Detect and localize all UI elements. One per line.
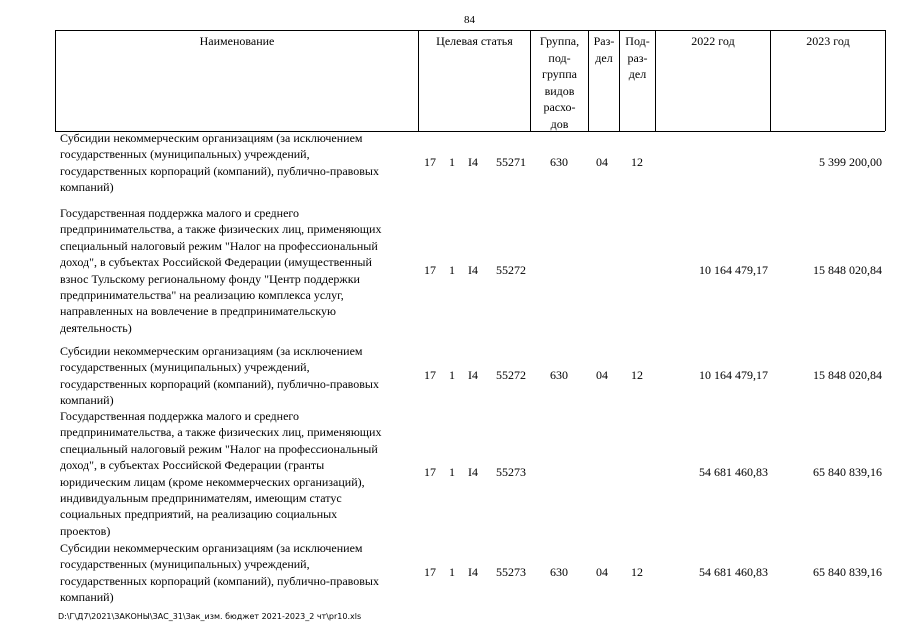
row-subsection: 12: [631, 565, 643, 579]
row-name: Государственная поддержка малого и среднего предпринимательства, а также физических лиц, применяющих специальный налоговый режим "Налог на профессиональный доход", в субъектах Российской Федерации (имущественный взнос Тульскому региональному фонду "Центр поддержки предпринимательства" на реализацию комплекса услуг, направленных на вовлечение в предпринимательскую деятельность): [60, 206, 382, 335]
row-subsection: 12: [631, 368, 643, 382]
row-subprogram: 1: [449, 263, 455, 277]
row-direction: 55273: [496, 565, 526, 579]
header-section: Раз- дел: [593, 34, 615, 65]
row-program: 17: [424, 368, 436, 382]
row-amount-2022: 54 681 460,83: [699, 465, 768, 479]
header-2022: 2022 год: [691, 34, 735, 48]
row-main-event: I4: [468, 465, 478, 479]
header-name: Наименование: [199, 34, 275, 48]
row-program: 17: [424, 465, 436, 479]
row-amount-2023: 15 848 020,84: [813, 263, 882, 277]
row-amount-2023: 65 840 839,16: [813, 465, 882, 479]
row-direction: 55272: [496, 263, 526, 277]
row-name: Государственная поддержка малого и среднего предпринимательства, а также физических лиц, применяющих специальный налоговый режим "Налог на профессиональный доход", в субъектах Российской Федерации (гранты юридическим лицам (кроме некоммерческих организаций), индивидуальным предпринимателям, имеющим статус социальных предприятий, на реализацию социальных проектов): [60, 409, 382, 538]
row-section: 04: [596, 368, 608, 382]
header-group: Группа, под- группа видов расхо- дов: [539, 34, 580, 131]
row-main-event: I4: [468, 565, 478, 579]
row-name: Субсидии некоммерческим организациям (за исключением государственных (муниципальных) учреждений, государственных корпораций (компаний), публично-правовых компаний): [60, 131, 379, 195]
row-amount-2022: 54 681 460,83: [699, 565, 768, 579]
row-subprogram: 1: [449, 368, 455, 382]
row-section: 04: [596, 155, 608, 169]
row-group: 630: [550, 368, 568, 382]
row-amount-2023: 15 848 020,84: [813, 368, 882, 382]
row-subsection: 12: [631, 155, 643, 169]
row-subprogram: 1: [449, 565, 455, 579]
row-group: 630: [550, 565, 568, 579]
row-direction: 55273: [496, 465, 526, 479]
header-subsection: Под- раз- дел: [625, 34, 650, 81]
row-main-event: I4: [468, 155, 478, 169]
row-amount-2023: 5 399 200,00: [819, 155, 882, 169]
file-path-footer: D:\Г\Д7\2021\ЗАКОНЫ\ЗАС_31\Зак_изм. бюджет 2021-2023_2 чт\pr10.xls: [58, 612, 362, 621]
row-program: 17: [424, 263, 436, 277]
row-amount-2023: 65 840 839,16: [813, 565, 882, 579]
row-name: Субсидии некоммерческим организациям (за исключением государственных (муниципальных) учреждений, государственных корпораций (компаний), публично-правовых компаний): [60, 344, 379, 408]
row-amount-2022: 10 164 479,17: [699, 263, 768, 277]
row-section: 04: [596, 565, 608, 579]
row-main-event: I4: [468, 368, 478, 382]
row-direction: 55272: [496, 368, 526, 382]
row-main-event: I4: [468, 263, 478, 277]
row-group: 630: [550, 155, 568, 169]
row-amount-2022: 10 164 479,17: [699, 368, 768, 382]
header-divider: [885, 30, 886, 131]
row-subprogram: 1: [449, 465, 455, 479]
row-direction: 55271: [496, 155, 526, 169]
header-target-article: Целевая статья: [436, 34, 513, 48]
row-program: 17: [424, 155, 436, 169]
row-subprogram: 1: [449, 155, 455, 169]
header-2023: 2023 год: [806, 34, 850, 48]
row-program: 17: [424, 565, 436, 579]
row-name: Субсидии некоммерческим организациям (за исключением государственных (муниципальных) учреждений, государственных корпораций (компаний), публично-правовых компаний): [60, 541, 379, 605]
page-number: 84: [464, 14, 475, 26]
